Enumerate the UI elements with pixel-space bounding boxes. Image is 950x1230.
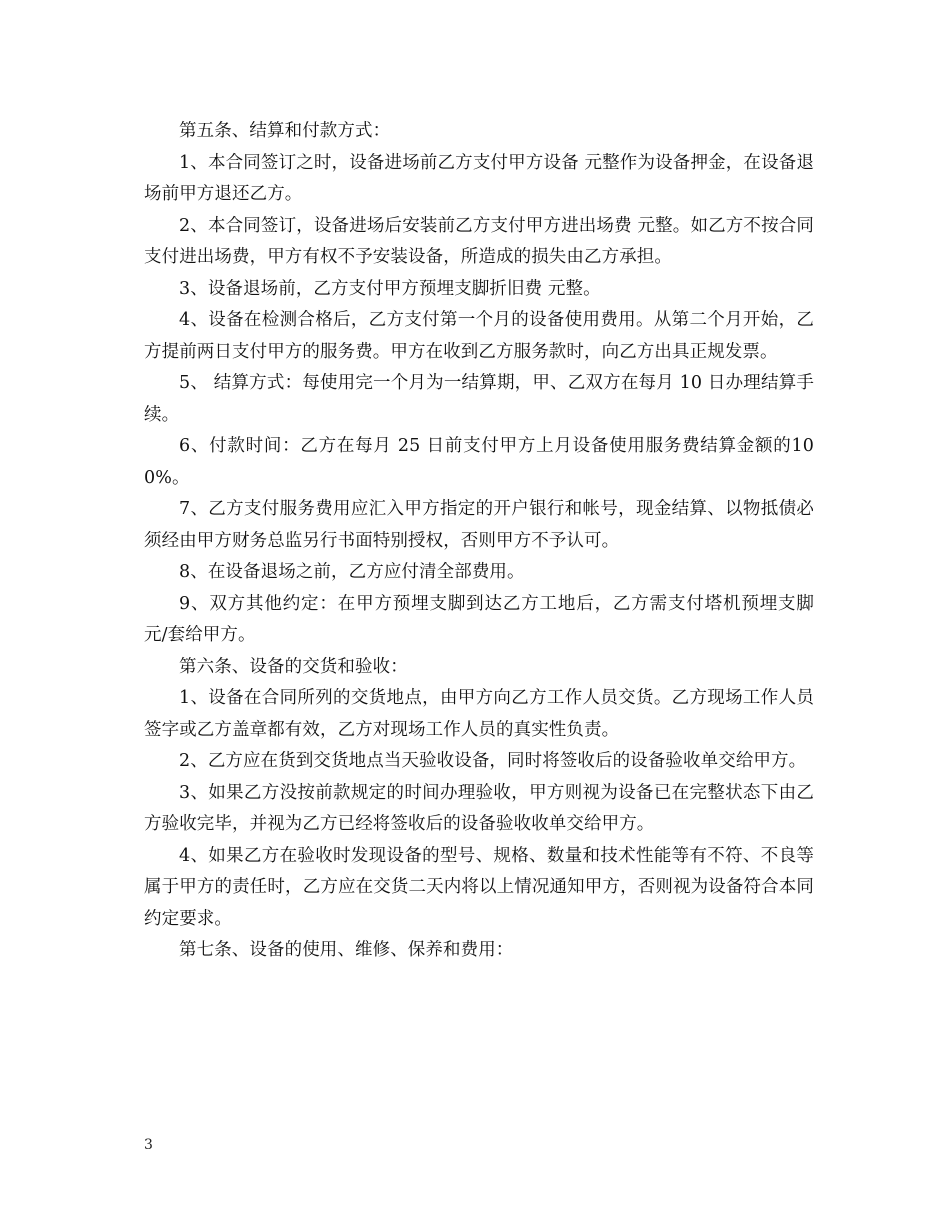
clause-5-6: 6、付款时间：乙方在每月 25 日前支付甲方上月设备使用服务费结算金额的100%。 [144, 436, 814, 488]
clause-5-9: 9、双方其他约定：在甲方预埋支脚到达乙方工地后，乙方需支付塔机预埋支脚 元/套给甲方。 [144, 593, 814, 645]
clause-5-3: 3、设备退场前，乙方支付甲方预埋支脚折旧费 元整。 [179, 278, 601, 299]
clause-6-2: 2、乙方应在货到交货地点当天验收设备，同时将签收后的设备验收单交给甲方。 [179, 751, 807, 771]
section-heading-6: 第六条、设备的交货和验收： [179, 656, 408, 677]
section-heading-5: 第五条、结算和付款方式： [179, 121, 391, 141]
section-heading-7: 第七条、设备的使用、维修、保养和费用： [179, 940, 514, 960]
clause-5-5: 5、 结算方式：每使用完一个月为一结算期，甲、乙双方在每月 10 日办理结算手续。 [144, 373, 814, 425]
clause-5-2: 2、本合同签订，设备进场后安装前乙方支付甲方进出场费 元整。如乙方不按合同支付进出场费，甲方有权不予安装设备，所造成的损失由乙方承担。 [144, 215, 814, 267]
clause-6-1: 1、设备在合同所列的交货地点，由甲方向乙方工作人员交货。乙方现场工作人员签字或乙方盖章都有效，乙方对现场工作人员的真实性负责。 [144, 688, 814, 740]
clause-5-7: 7、乙方支付服务费用应汇入甲方指定的开户银行和帐号，现金结算、以物抵债必须经由甲方财务总监另行书面特别授权，否则甲方不予认可。 [144, 499, 814, 551]
clause-5-4: 4、设备在检测合格后，乙方支付第一个月的设备使用费用。从第二个月开始，乙方提前两日支付甲方的服务费。甲方在收到乙方服务款时，向乙方出具正规发票。 [144, 310, 814, 362]
page-number: 3 [144, 1137, 153, 1153]
clause-6-3: 3、如果乙方没按前款规定的时间办理验收，甲方则视为设备已在完整状态下由乙方验收完毕，并视为乙方已经将签收后的设备验收收单交给甲方。 [144, 782, 814, 834]
clause-5-1: 1、本合同签订之时，设备进场前乙方支付甲方设备 元整作为设备押金，在设备退场前甲方退还乙方。 [144, 152, 814, 204]
clause-5-8: 8、在设备退场之前，乙方应付清全部费用。 [179, 562, 525, 582]
clause-6-4: 4、如果乙方在验收时发现设备的型号、规格、数量和技术性能等有不符、不良等属于甲方的责任时，乙方应在交货二天内将以上情况通知甲方，否则视为设备符合本同约定要求。 [144, 845, 814, 929]
document-body [144, 116, 814, 967]
